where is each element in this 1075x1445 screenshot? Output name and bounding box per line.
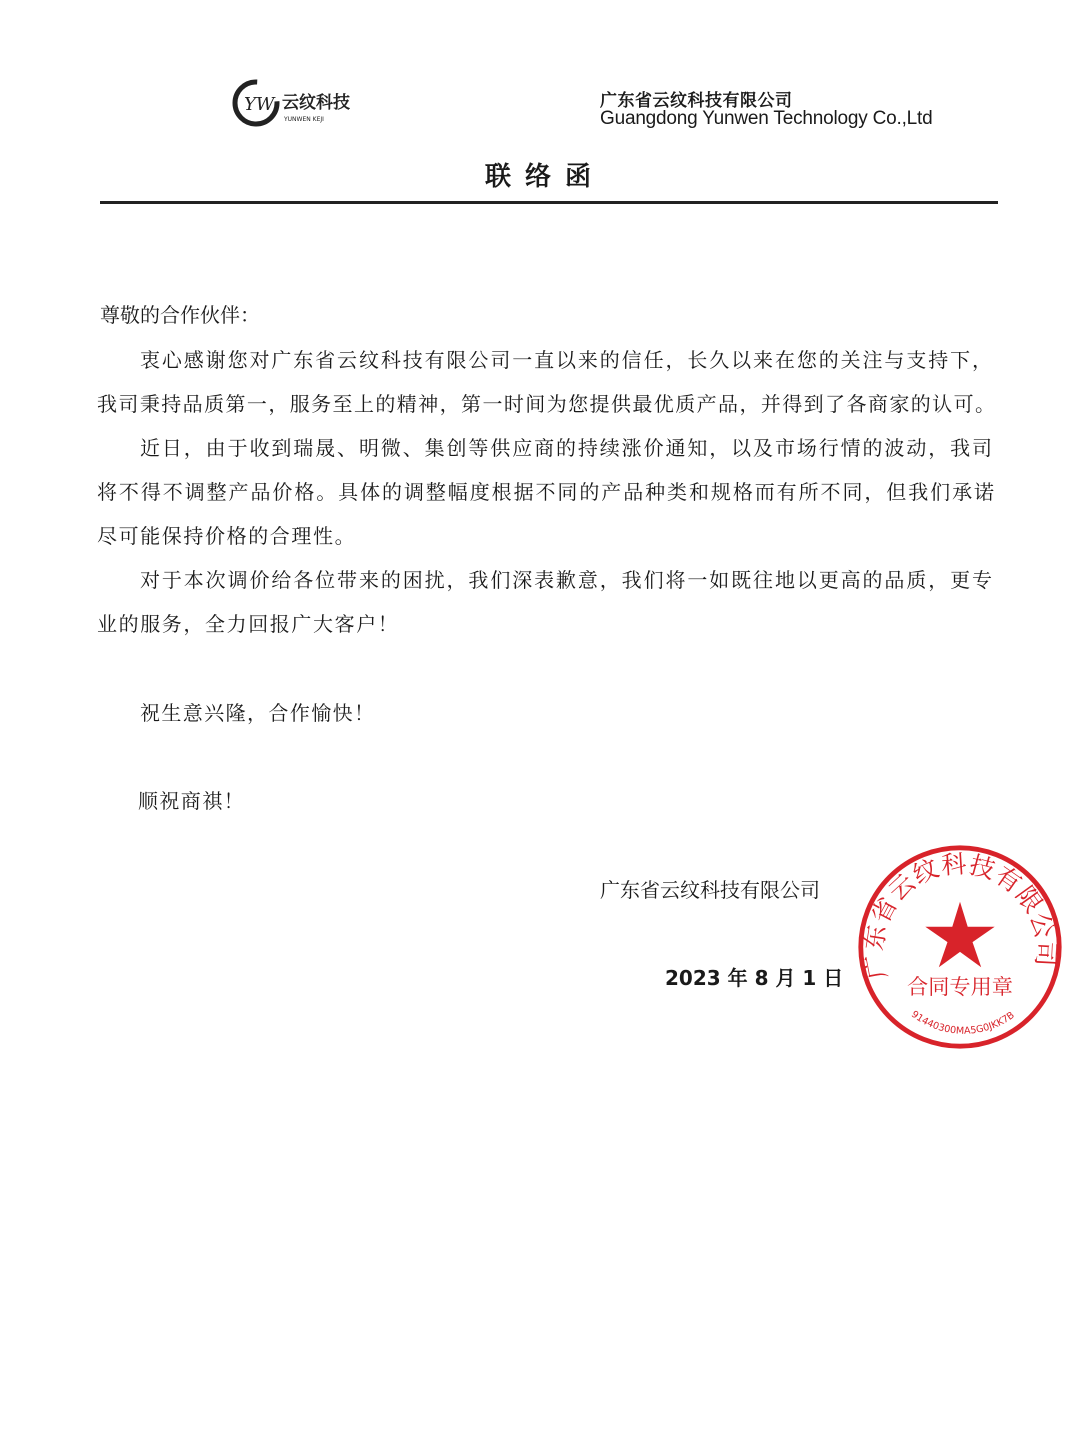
closing-regards: 顺祝商祺！ bbox=[138, 789, 245, 813]
body-line: 业的服务，全力回报广大客户！ bbox=[97, 612, 400, 636]
company-name-en: Guangdong Yunwen Technology Co.,Ltd bbox=[600, 108, 933, 129]
svg-text:91440300MA5G0JKK7B bbox=[909, 1009, 1017, 1037]
body-line: 衷心感谢您对广东省云纹科技有限公司一直以来的信任，长久以来在您的关注与支持下， bbox=[140, 348, 992, 372]
body-line: 我司秉持品质第一，服务至上的精神，第一时间为您提供最优质产品，并得到了各商家的认可。 bbox=[97, 392, 995, 416]
body-line: 对于本次调价给各位带来的困扰，我们深表歉意，我们将一如既往地以更高的品质，更专 bbox=[140, 568, 992, 592]
header-divider bbox=[100, 201, 998, 204]
seal-inner-text: 合同专用章 bbox=[907, 974, 1013, 1000]
body-line: 尽可能保持价格的合理性。 bbox=[97, 524, 357, 548]
svg-text:YW: YW bbox=[244, 94, 275, 115]
body-line: 近日，由于收到瑞晟、明微、集创等供应商的持续涨价通知，以及市场行情的波动，我司 bbox=[140, 436, 992, 460]
seal-outer-text: 广东省云纹科技有限公司 bbox=[859, 849, 1061, 982]
document-title: 联络函 bbox=[484, 162, 605, 192]
signature-company: 广东省云纹科技有限公司 bbox=[600, 878, 820, 902]
star-icon bbox=[925, 902, 994, 968]
closing-wish: 祝生意兴隆，合作愉快！ bbox=[140, 701, 376, 725]
company-seal bbox=[855, 842, 1065, 1052]
salutation: 尊敬的合作伙伴： bbox=[100, 303, 260, 327]
logo-subtext: YUNWEN KEJI bbox=[284, 116, 324, 123]
seal-code: 91440300MA5G0JKK7B bbox=[909, 1008, 1017, 1037]
signature-date: 2023 年 8 月 1 日 bbox=[665, 966, 844, 990]
logo-text: 云纹科技 bbox=[282, 93, 350, 113]
company-name-cn: 广东省云纹科技有限公司 bbox=[600, 91, 793, 111]
company-logo bbox=[232, 74, 362, 132]
body-line: 将不得不调整产品价格。具体的调整幅度根据不同的产品种类和规格而有所不同，但我们承诺 bbox=[97, 480, 994, 504]
